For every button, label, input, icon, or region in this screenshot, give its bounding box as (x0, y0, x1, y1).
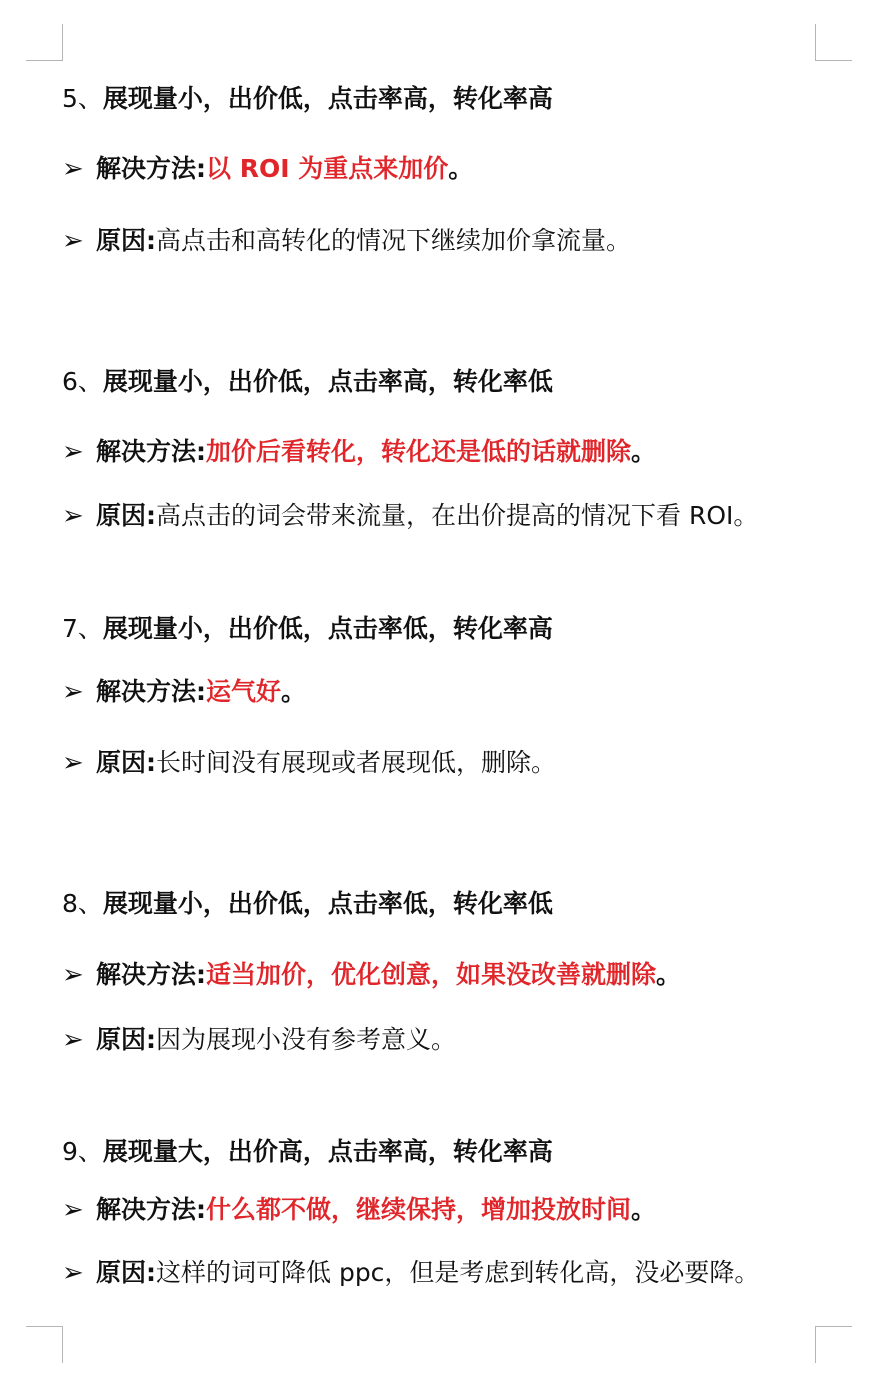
solution-line (62, 675, 306, 709)
arrow-bullet-icon: ➢ (62, 748, 84, 778)
section-number: 9、 (62, 1137, 103, 1166)
reason-label: 原因: (96, 1025, 156, 1054)
section-heading (62, 612, 553, 646)
crop-mark-bottom-left (26, 1326, 63, 1363)
arrow-bullet-icon: ➢ (62, 1258, 84, 1288)
solution-text: 加价后看转化，转化还是低的话就删除 (206, 437, 632, 466)
reason-label: 原因: (96, 226, 156, 255)
arrow-bullet-icon: ➢ (62, 960, 84, 990)
reason-text: 这样的词可降低 ppc，但是考虑到转化高，没必要降。 (156, 1258, 760, 1287)
solution-line (62, 152, 473, 186)
section-title: 展现量小，出价低，点击率高，转化率低 (102, 367, 553, 396)
reason-line (62, 1256, 759, 1290)
section-number: 5、 (62, 84, 103, 113)
section-title: 展现量大，出价高，点击率高，转化率高 (102, 1137, 553, 1166)
section-title: 展现量小，出价低，点击率低，转化率低 (102, 889, 553, 918)
solution-label: 解决方法: (96, 1195, 206, 1224)
solution-line (62, 958, 681, 992)
reason-text: 因为展现小没有参考意义。 (156, 1025, 457, 1054)
reason-text: 长时间没有展现或者展现低，删除。 (156, 748, 557, 777)
arrow-bullet-icon: ➢ (62, 1195, 84, 1225)
arrow-bullet-icon: ➢ (62, 437, 84, 467)
solution-text: 适当加价，优化创意，如果没改善就删除 (206, 960, 657, 989)
section-number: 7、 (62, 614, 103, 643)
arrow-bullet-icon: ➢ (62, 1025, 84, 1055)
section-title: 展现量小，出价低，点击率高，转化率高 (102, 84, 553, 113)
reason-text: 高点击和高转化的情况下继续加价拿流量。 (156, 226, 632, 255)
reason-line (62, 499, 758, 533)
reason-label: 原因: (96, 748, 156, 777)
solution-label: 解决方法: (96, 677, 206, 706)
arrow-bullet-icon: ➢ (62, 501, 84, 531)
arrow-bullet-icon: ➢ (62, 677, 84, 707)
solution-text: 以 ROI 为重点来加价 (206, 154, 449, 183)
solution-end: 。 (448, 154, 474, 183)
arrow-bullet-icon: ➢ (62, 226, 84, 256)
crop-mark-top-right (815, 24, 852, 61)
solution-label: 解决方法: (96, 960, 206, 989)
crop-mark-top-left (26, 24, 63, 61)
solution-end: 。 (656, 960, 682, 989)
solution-line (62, 1193, 656, 1227)
section-number: 6、 (62, 367, 103, 396)
section-heading (62, 82, 553, 116)
solution-end: 。 (281, 677, 307, 706)
solution-end: 。 (631, 1195, 657, 1224)
solution-label: 解决方法: (96, 154, 206, 183)
section-heading (62, 365, 553, 399)
reason-label: 原因: (96, 501, 156, 530)
solution-end: 。 (631, 437, 657, 466)
reason-text: 高点击的词会带来流量，在出价提高的情况下看 ROI。 (156, 501, 759, 530)
solution-label: 解决方法: (96, 437, 206, 466)
arrow-bullet-icon: ➢ (62, 154, 84, 184)
reason-label: 原因: (96, 1258, 156, 1287)
reason-line (62, 224, 631, 258)
section-heading (62, 887, 553, 921)
section-heading (62, 1135, 553, 1169)
crop-mark-bottom-right (815, 1326, 852, 1363)
solution-text: 运气好 (206, 677, 282, 706)
reason-line (62, 1023, 456, 1057)
reason-line (62, 746, 556, 780)
solution-text: 什么都不做，继续保持，增加投放时间 (206, 1195, 632, 1224)
section-number: 8、 (62, 889, 103, 918)
solution-line (62, 435, 656, 469)
section-title: 展现量小，出价低，点击率低，转化率高 (102, 614, 553, 643)
